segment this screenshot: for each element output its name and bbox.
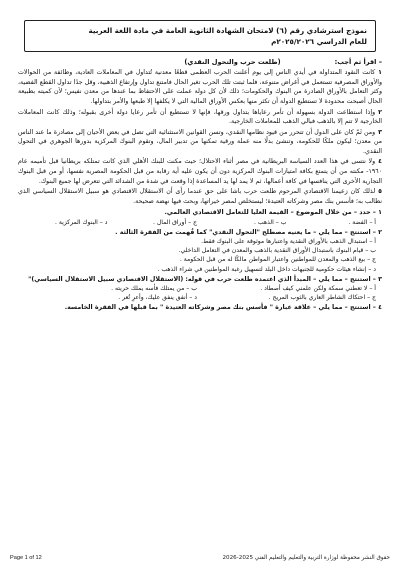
passage-paragraph [18, 68, 382, 106]
answer-option[interactable]: ب – من يمتلك فأسه يملك حريته . [111, 285, 197, 293]
answer-options [18, 284, 376, 302]
paragraph-number: ٢ [378, 108, 382, 116]
question-text: ٢ – استنتج – مما يلي – ما يعنيه مصطلح "التحول النقدي" كما فُهمت من الفقرة الثالثة . [115, 228, 382, 236]
answer-option[interactable]: ج – بيع الذهب والمعدن للمواطنين واعتبار المواطن مالكًا له من قبل الحكومة . [179, 256, 376, 264]
answer-options [18, 237, 376, 274]
passage-paragraph [18, 108, 382, 127]
paragraph-text: وإذا استطاعت الدولة بسهولة أن تأمر رعاياها بتداول ورقها، فإنها لا تستطيع أن تأمر رعايا دولة أخرى بقبوله؛ وذلك كانت المعاملات الخارجية لا تتم إلا بالذهب فبالي الذهب للمعاملات الخارجية. [18, 108, 382, 126]
passage-title: (طلعت حرب والتحول النقدي) [184, 58, 281, 67]
passage [18, 68, 382, 206]
section-heading [18, 58, 382, 66]
question-text: ١ – حدد – من خلال الموضوع – القيمة العليا للتعامل الاقتصادي العالمي. [164, 209, 382, 217]
answer-option[interactable]: ج – أوراق المال . [152, 218, 197, 226]
paragraph-number: ٣ [378, 128, 382, 136]
questions-list [18, 208, 382, 313]
answer-option[interactable]: أ – استبدال الذهب بالأوراق النقدية واعتبارها موثوقة على البنوك فقط. [201, 238, 376, 246]
page-footer [10, 555, 390, 561]
exam-title: نموذج استرشادي رقم (٦) لامتحان الشهادة الثانوية العامة في مادة اللغة العربية [88, 26, 367, 35]
question-text: ٤ – استنتج – مما يلي – علاقة عبارة " فأسس بنك مصر وشركاته العتيدة " بما قبلها في الفقرة الخامسة. [64, 304, 382, 312]
answer-option[interactable]: ب – الذهب . [254, 218, 287, 226]
answer-option[interactable]: ج – احتكاك الشاطر العاري بالثوب المريح . [268, 294, 376, 302]
paragraph-text: ولا نتسى في هذا العدد السياسة البريطانية في مصر أثناء الاحتلال؛ حيث مكنت للبنك الأهلي الذي كانت تمتلكه بريطانيا قبل تأميمه عام ١٩٦٠- مكنته من أن يتمتع بكافة امتيازات البنوك المركزية دون أن يكون عليه أية رقابة من قبل الحكومة المصرية نفسها، أو من قبل البنوك التجارية الأخرى التي ينافسها في كافة أعمالها، ثم لا يمد لها يد المساعدة إذا وقعت في شدة من الشدائد التي تتعرض لها جميع البنوك. [18, 158, 382, 185]
answer-option[interactable]: د – أنفق ينفق عليك، وأعرِ تُعر . [118, 294, 197, 302]
page-number: Page 1 of 12 [10, 555, 42, 561]
answer-option[interactable]: أ – لا تعطني سمكة ولكن علمني كيف أصطاد . [260, 285, 376, 293]
exam-year: للعام الدراسي ٢٠٢٥/٢٠٢٦م [271, 37, 367, 47]
answer-option[interactable]: د – إنشاء هيئات حكومية للجنيهات داخل البلد لتسهيل رغبة المواطنين في شراء الذهب . [157, 265, 376, 273]
passage-paragraph [18, 187, 382, 206]
passage-paragraph [18, 157, 382, 186]
paragraph-number: ١ [378, 69, 382, 77]
paragraph-text: لذلك كان زعيمنا الاقتصادي المرحوم طلعت حرب باشا على حق عندما رأى أن الاستقلال الاقتصادي هو سبيل الاستقلال السياسي الذي نطالب به؛ فأسس بنك مصر وشركاته العتيدة؛ ليستخلص لمصر خيراتها، وبحث فيها نهضة صحيحة. [18, 188, 382, 205]
question-text: ٣ – استنتج – مما يلي – المبدأ الذي اعتمده طلعت حرب في قوله: (الاستقلال الاقتصادي سبيل الاستقلال السياسي)" [28, 275, 382, 283]
passage-paragraph [18, 128, 382, 157]
paragraph-number: ٥ [378, 188, 382, 196]
paragraph-number: ٤ [378, 158, 382, 166]
answer-options [18, 218, 376, 227]
answer-option[interactable]: د – البنوك المركزية . [54, 218, 108, 226]
paragraph-text: كانت النقود المتداولة في أيدي الناس إلى يوم أعلنت الحرب العظمى قطعًا معدنية تُتداول في المعاملات العادية، وطائفة من الحوالات والأوراق المصرفية تستعمل في أغراض متنوعة، فلما ثبتت تلك الحرب تغير الحال فامتنع تداول وإرتفاع الذهبية، وقل جدًا تداول القطع الفضية، وكثر التعامل بالأوراق الصادرة من البنوك والحكومات؛ ذلك لأن كل دولة عملت على الاحتفاظ بما عندها من معدن نفيس؛ لأن كميته بطبيعة الحال أصبحت محدودة لا تستطيع الدولة أن تكثر منها بعكس الأوراق المالية التي لا يكلفها إلا طبعها والأمر بتداولها. [18, 69, 382, 105]
exam-header [24, 20, 376, 52]
copyright-notice: حقوق النشر محفوظة لوزارة التربية والتعليم والتعليم الفني 2025-2026 [222, 555, 390, 561]
section-intro: – اقرأ ثم أجب: [334, 58, 382, 67]
paragraph-text: ومن ثَمّ كان على الدول أن تتحرر من قيود نظامها النقدي، وتسن القوانين الاستثنائية التي تصل في بعض الأحيان إلى مصادرة ما عند الناس من معدن؛ ليكون ملكًا للحكومة، وتنشئ بدلًا منه عملة ورقية تمكنها من تدبير المال، وتقوم البنوك المركزية بدورها الجوهري في التحول النقدي. [18, 128, 382, 155]
answer-option[interactable]: أ – الفضة . [348, 218, 376, 226]
answer-option[interactable]: ب – قيام البنوك باستبدال الأوراق النقدية بالذهب والمعدن في التعامل الداخلي. [178, 247, 376, 255]
